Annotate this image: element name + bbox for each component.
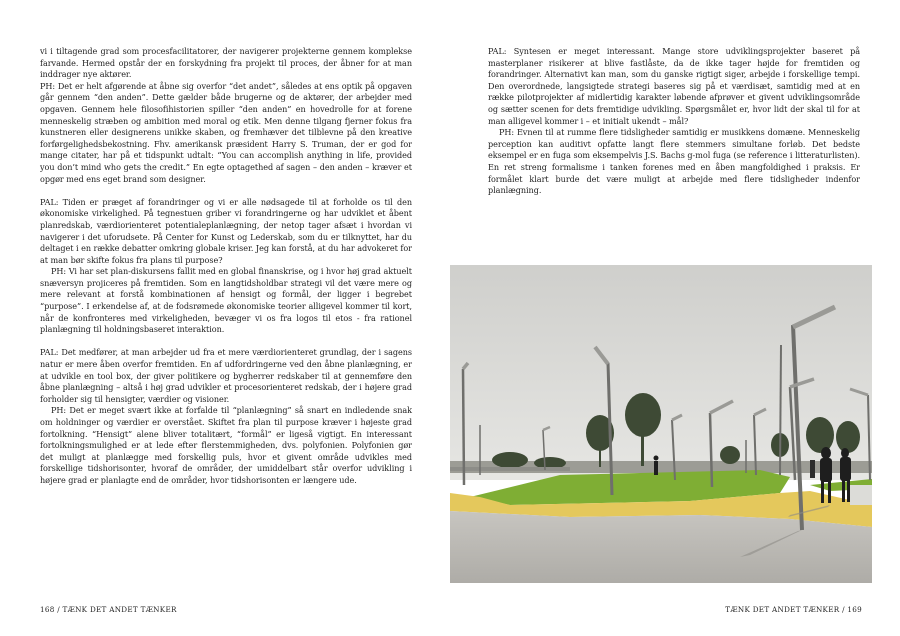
bench xyxy=(450,467,570,471)
right-page xyxy=(450,0,900,636)
page-footer-right: TÆNK DET ANDET TÆNKER / 169 xyxy=(725,605,862,614)
left-text-column xyxy=(40,46,412,487)
paragraph: PH: Vi har set plan-diskursens fallit med en global finanskrise, og i hvor høj grad aktuelt snæversyn projiceres på fremtiden. Som en langtidsholdbar strategi vil det være mere og mere relevant at forstå kombinationen af hensigt og formål, der ligger i begrebet “purpose”. I erkendelse af, at de fodsrømede økonomiske teorier alligevel kommer til kort, når de konfronteres med virkeligheden, bevæger vi os fra logos til etos - fra rationel planlægning til holdningsbaseret interaktion. xyxy=(40,266,412,335)
page-footer-left: 168 / TÆNK DET ANDET TÆNKER xyxy=(40,605,177,614)
sky xyxy=(450,265,872,480)
right-text-column xyxy=(488,46,860,197)
pavement xyxy=(450,511,872,583)
paragraph: PH: Det er meget svært ikke at forfalde til “planlægning” så snart en indledende snak om holdninger og værdier er overstået. Skiftet fra plan til purpose kræver i højeste grad fortolkning. “Hensigt” alene bliver totalitært, “formål” er ligeså vigtigt. En interessant fortolkningsmulighed er at lede efter flerstemmigheden, dvs. polyfonien. Polyfonien gør det muligt at planlægge med forskellig puls, hvor et givent område udvikles med forskellige tidshorisonter, hvoraf de områder, der umiddelbart står overfor udvikling i højere grad er planlagte end de områder, hvor tidshorisonten er længere ude. xyxy=(40,405,412,485)
paragraph: PH: Det er helt afgørende at åbne sig overfor “det andet”, således at ens optik på opgaven går gennem “den anden”. Dette gælder både brugerne og de aktører, der arbejder med opgaven. Gennem hele filosofihistorien spiller “den anden” en hovedrolle for at forene menneskelig stræben og ambition med moral og etik. Men denne tilgang fjerner fokus fra kunstneren eller designerens unikke skaben, og fremhæver det tilblevne på den kreative forførgelighedsbekostning. Fhv. amerikansk præsident Harry S. Truman, der er god for mange citater, har på et tidspunkt udtalt: “You can accomplish anything in life, provided you don’t mind who gets the credit.” En egte optagethed af sagen – den anden – kræver et opgør med ens eget brand som designer. xyxy=(40,80,412,184)
paragraph: PAL: Tiden er præget af forandringer og vi er alle nødsagede til at forholde os til den økonomiske virkelighed. På tegnestuen griber vi forandringerne og har udviklet et åbent planredskab, værdiorienteret potentialeplanlægning, der netop tager afsæt i hvordan vi navigerer i det uforudsete. På Center for Kunst og Lederskab, som du er tilknyttet, har du deltaget i en række debatter omkring globale kriser. Jeg kan forstå, at du har advokeret for at man bør skifte fokus fra plans til purpose? xyxy=(40,196,412,265)
paragraph: PAL: Det medfører, at man arbejder ud fra et mere værdiorienteret grundlag, der i sagens natur er mere åben overfor fremtiden. En af udfordringerne ved den åbne planlægning, er at udvikle en tool box, der giver politikere og bygherrer redskaber til at gennemføre den åbne planlægning – altså i høj grad udvikler et procesorienteret redskab, der i højere grad forholder sig til hensigter, værdier og visioner. xyxy=(40,347,412,404)
paragraph: PH: Evnen til at rumme flere tidsligheder samtidig er musikkens domæne. Menneskelig perception kan auditivt opfatte langt flere stemmers simultane forløb. Det bedste eksempel er en fuga som eksempelvis J.S. Bachs g-mol fuga (se reference i litteraturlisten). En ret streng formalisme i tanken forenes med en åben mangfoldighed i praksis. Er formålet klart burde det være muligt at arbejde med flere tidsligheder indenfor planlægning. xyxy=(488,127,860,196)
paragraph: vi i tiltagende grad som procesfacilitatorer, der navigerer projekterne gennem komplekse farvande. Hermed opstår der en forskydning fra projekt til proces, der åbner for at man inddrager nye aktører. xyxy=(40,46,412,80)
concrete-block xyxy=(850,485,872,505)
paragraph: PAL: Syntesen er meget interessant. Mange store udviklingsprojekter baseret på masterplaner risikerer at blive fastlåste, da de ikke tager højde for fremtiden og forandringer. Alternativt kan man, som du ganske rigtigt siger, arbejde i forskellige tempi. Den overordnede, langsigtede strategi baseres sig på et værdisæt, samtidig med at en række pilotprojekter af midlertidig karakter løbende afprøver et givent udviklingsområde og sætter scenen for dets fremtidige udvikling. Spørgsmålet er, hvor lidt der skal til for at man alligevel kommer i – et initialt ukendt – mål? xyxy=(488,46,860,126)
plaza-photo-image xyxy=(450,265,872,583)
plaza-photo xyxy=(450,265,872,583)
